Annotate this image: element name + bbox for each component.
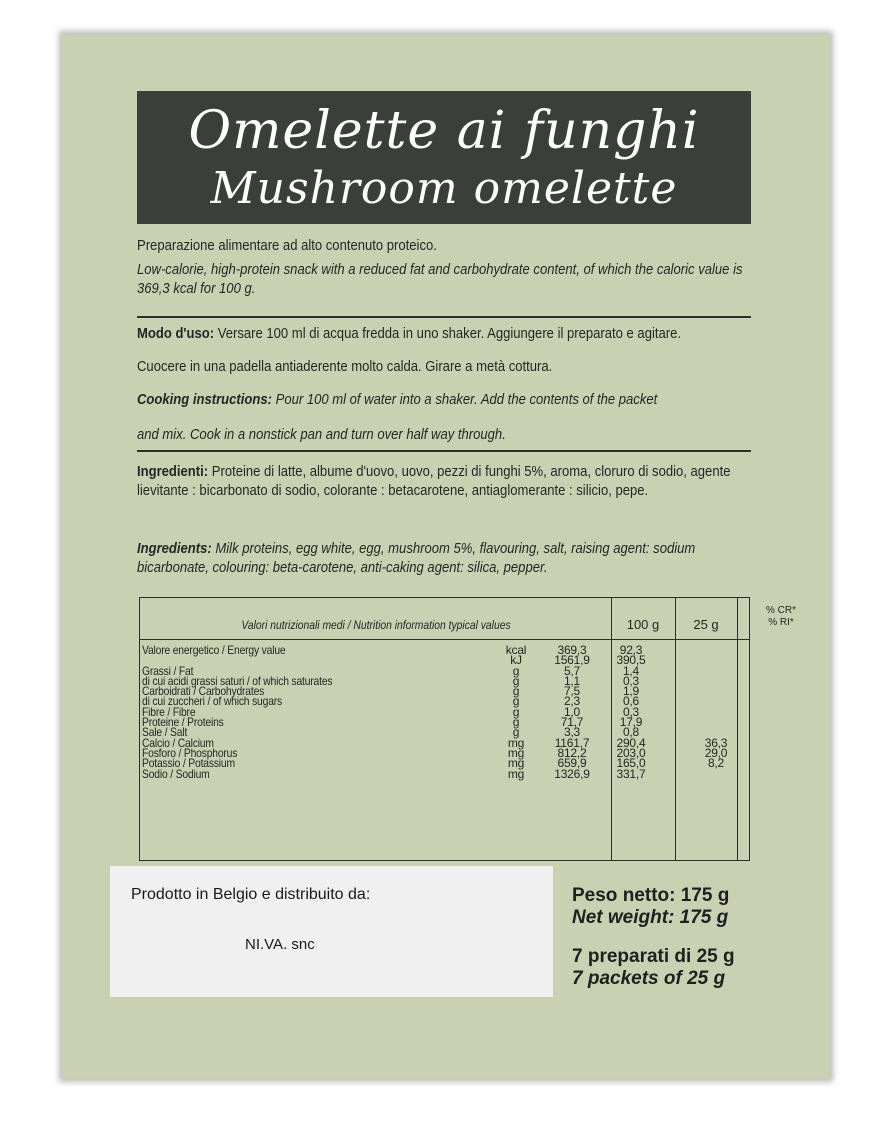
table-col-25g [609, 645, 653, 779]
title-banner [137, 91, 751, 224]
table-header-25g: 25 g [693, 617, 719, 632]
table-cell: 290,4 [616, 735, 646, 750]
table-cell: 36,3 [704, 735, 728, 750]
table-col-100g [548, 645, 596, 779]
table-header-cr-line1: % CR* [765, 605, 796, 616]
table-cell: 1,0 [563, 704, 581, 719]
net-weight-english: Net weight: 175 g [572, 907, 729, 928]
usage-italian-text: Versare 100 ml di acqua fredda in uno shaker. Aggiungere il preparato e agitare. [217, 325, 682, 342]
intro-english: Low-calorie, high-protein snack with a reduced fat and carbohydrate content, of which the caloric value is 369,3 kcal for 100 g. [137, 261, 743, 297]
table-cell [692, 686, 740, 696]
table-cell: kJ [510, 653, 522, 668]
table-cell: 1,4 [622, 663, 640, 678]
ingredients-english [137, 539, 754, 577]
table-cell: Fibre / Fibre [142, 704, 196, 719]
table-cell: Potassio / Potassium [142, 756, 235, 771]
table-cell: 5,7 [563, 663, 581, 678]
table-header-cr-line2: % RI* [768, 617, 794, 628]
ingredients-english-label: Ingredients: [137, 540, 212, 557]
table-cell: mg [507, 735, 525, 750]
table-cell: 1326,9 [554, 766, 590, 781]
table-cell: 17,9 [619, 715, 643, 730]
table-cell: 29,0 [704, 745, 728, 760]
table-cell: mg [507, 745, 525, 760]
table-cell: g [512, 673, 520, 688]
table-cell: 0,6 [622, 694, 640, 709]
table-cell [692, 645, 740, 655]
table-cell: 390,5 [616, 653, 646, 668]
table-cell [692, 655, 740, 665]
table-cell: 7,5 [563, 684, 581, 699]
table-cell [692, 666, 740, 676]
table-cell: g [512, 704, 520, 719]
table-cell: 8,2 [707, 756, 725, 771]
table-cell: Grassi / Fat [142, 663, 194, 678]
table-cell: 2,3 [563, 694, 581, 709]
table-header-label: Valori nutrizionali medi / Nutrition information typical values [241, 618, 511, 632]
table-cell: 812,2 [557, 745, 587, 760]
table-cell [692, 769, 740, 779]
ingredients-italian-label: Ingredienti: [137, 463, 209, 480]
table-cell [692, 707, 740, 717]
table-cell: g [512, 694, 520, 709]
label-panel [62, 34, 830, 1079]
table-cell: Carboidrati / Carbohydrates [142, 684, 265, 699]
table-cell: 71,7 [560, 715, 584, 730]
producer-name: NI.VA. snc [245, 936, 315, 953]
usage-english [137, 390, 670, 409]
table-cell: 331,7 [616, 766, 646, 781]
table-cell [692, 717, 740, 727]
table-cell: Fosforo / Phosphorus [142, 745, 238, 760]
table-cell: 0,3 [622, 673, 640, 688]
net-weight-italian: Peso netto: 175 g [572, 885, 730, 906]
table-cell: Calcio / Calcium [142, 735, 214, 750]
table-cell: kcal [505, 643, 527, 657]
table-cell: 1,1 [563, 673, 581, 688]
producer-line1: Prodotto in Belgio e distribuito da: [131, 886, 371, 903]
intro-italian: Preparazione alimentare ad alto contenuto proteico. [137, 237, 437, 254]
table-cell: 3,3 [563, 725, 581, 740]
table-cell: g [512, 725, 520, 740]
divider-2 [137, 450, 751, 452]
table-header-cr [738, 605, 824, 629]
table-cell: g [512, 715, 520, 730]
ingredients-italian-text: Proteine di latte, albume d'uovo, uovo, pezzi di funghi 5%, aroma, cloruro di sodio, agente lievitante : bicarbonato di sodio, colorante : betacarotene, antiaglomerante : silicio, pepe. [137, 463, 731, 499]
table-divider-col2 [675, 598, 676, 860]
ingredients-english-text: Milk proteins, egg white, egg, mushroom 5%, flavouring, salt, raising agent: sodium bicarbonate, colouring: beta-carotene, anti-caking agent: silica, pepper. [137, 540, 696, 576]
title-italian: Omelette ai funghi [188, 101, 700, 161]
usage-english-line2: and mix. Cook in a nonstick pan and turn over half way through. [137, 426, 506, 443]
table-cell: g [512, 663, 520, 678]
divider-1 [137, 316, 751, 318]
table-cell: mg [507, 766, 525, 781]
table-cell: 659,9 [557, 756, 587, 771]
usage-english-label: Cooking instructions: [137, 391, 272, 408]
table-cell: 1,9 [622, 684, 640, 699]
table-cell: di cui acidi grassi saturi / of which saturates [142, 673, 333, 688]
table-cell: 203,0 [616, 745, 646, 760]
table-cell: di cui zuccheri / of which sugars [142, 694, 283, 709]
table-cell: 369,3 [557, 643, 587, 657]
usage-english-text: Pour 100 ml of water into a shaker. Add the contents of the packet [275, 391, 658, 408]
table-cell [692, 696, 740, 706]
table-col-units [496, 645, 536, 779]
usage-italian [137, 324, 682, 343]
table-cell: Proteine / Proteins [142, 715, 224, 730]
table-header-divider [140, 639, 749, 640]
table-cell: 165,0 [616, 756, 646, 771]
table-header-100g: 100 g [626, 617, 660, 632]
table-cell: Sodio / Sodium [142, 766, 210, 781]
table-cell: 0,3 [622, 704, 640, 719]
ingredients-italian [137, 462, 754, 500]
table-cell: g [512, 684, 520, 699]
packets-italian: 7 preparati di 25 g [572, 946, 735, 967]
table-cell: mg [507, 756, 525, 771]
usage-italian-line2: Cuocere in una padella antiaderente molto calda. Girare a metà cottura. [137, 358, 553, 375]
table-cell [692, 676, 740, 686]
producer-box [110, 866, 553, 997]
table-col-cr [692, 645, 740, 779]
packets-english: 7 packets of 25 g [572, 968, 726, 989]
title-english: Mushroom omelette [210, 163, 678, 214]
table-cell: 92,3 [619, 643, 643, 657]
table-cell: Valore energetico / Energy value [142, 643, 286, 657]
table-cell: Sale / Salt [142, 725, 188, 740]
table-cell: 1161,7 [554, 735, 590, 750]
table-col-labels [142, 645, 332, 779]
table-cell: 0,8 [622, 725, 640, 740]
table-cell: 1561,9 [554, 653, 590, 668]
usage-italian-label: Modo d'uso: [137, 325, 215, 342]
